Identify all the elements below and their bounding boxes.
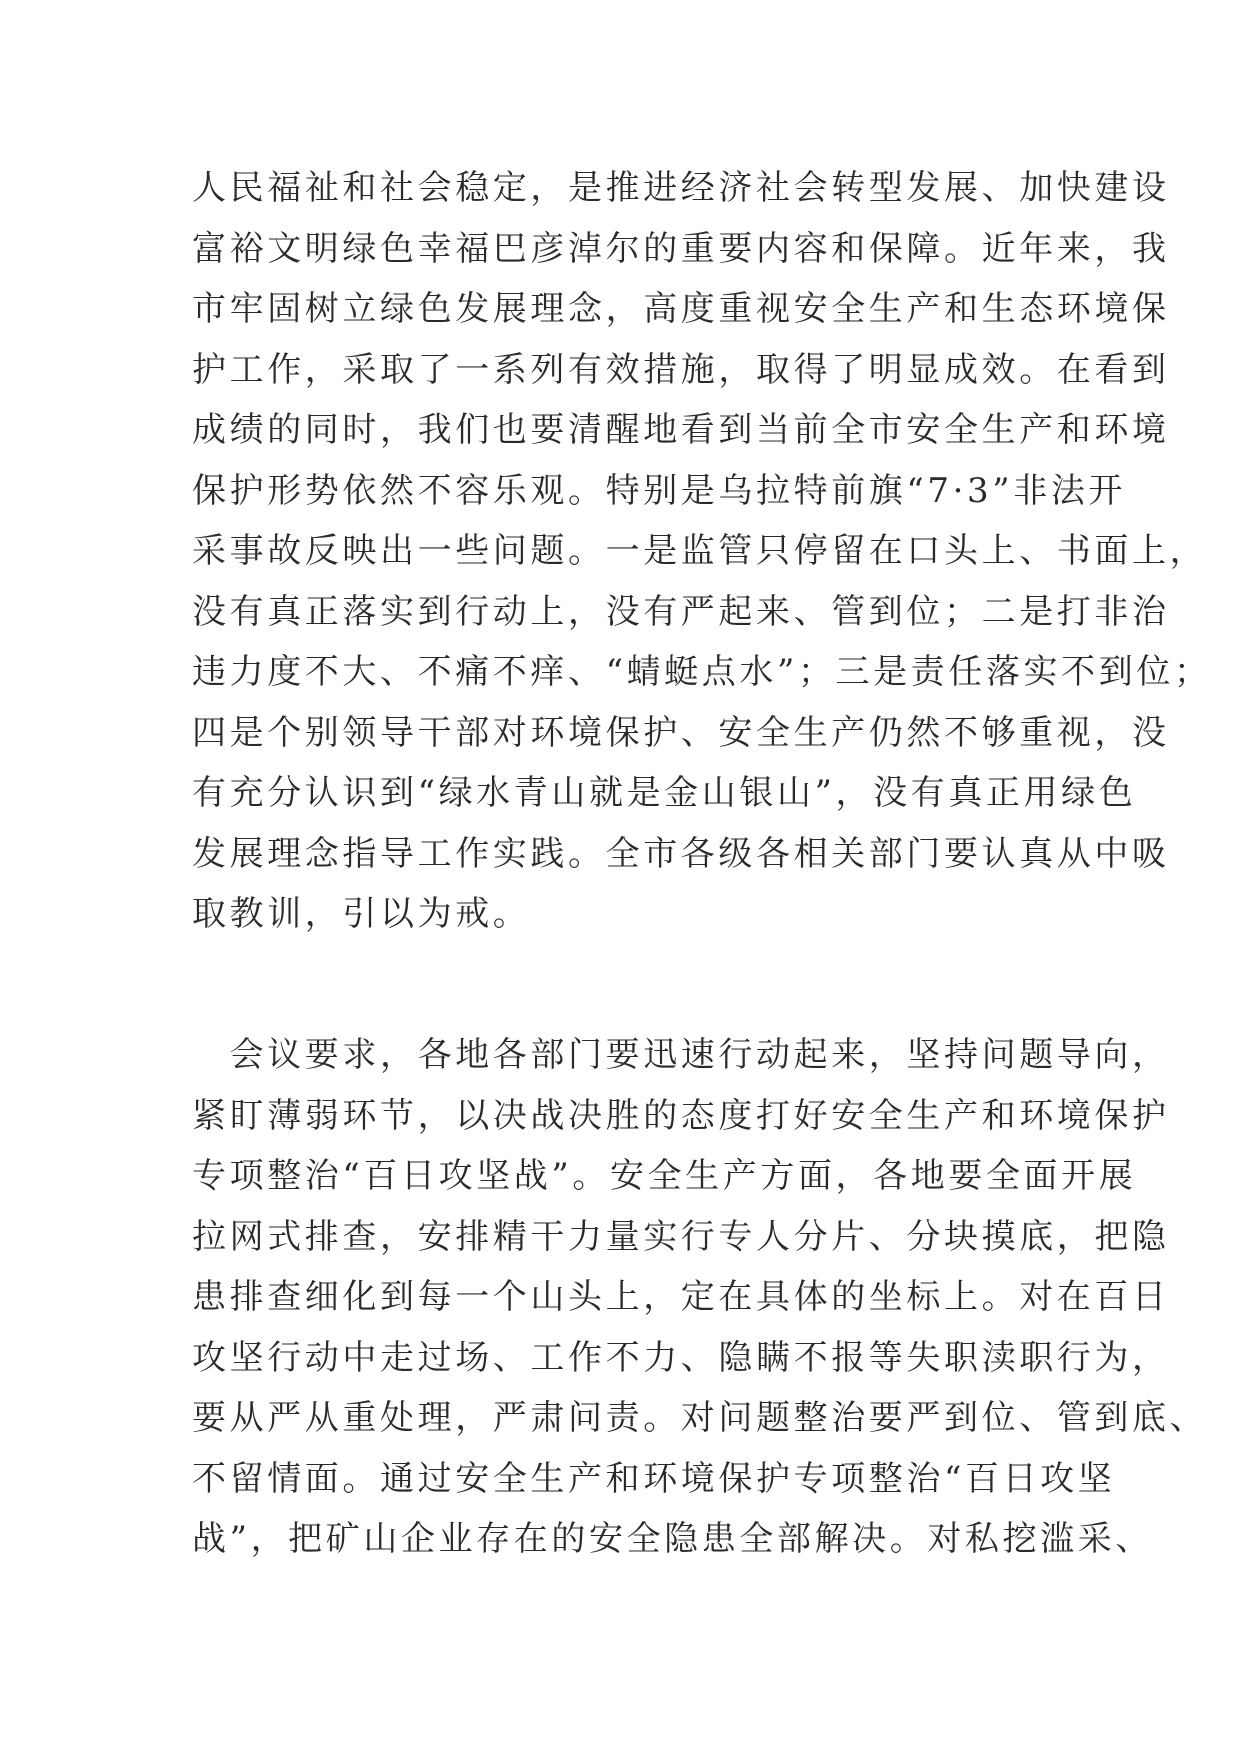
text-line: 不留情面。通过安全生产和环境保护专项整治“百日攻坚 bbox=[192, 1458, 1116, 1499]
text-line: 有充分认识到“绿水青山就是金山银山”，没有真正用绿色 bbox=[192, 773, 1137, 813]
text-line: 四是个别领导干部对环境保护、安全生产仍然不够重视，没 bbox=[192, 712, 1170, 753]
text-line: 攻坚行动中走过场、工作不力、隐瞒不报等失职渎职行为， bbox=[192, 1337, 1170, 1378]
text-line: 发展理念指导工作实践。全市各级各相关部门要认真从中吸 bbox=[192, 833, 1170, 874]
text-line: 会议要求，各地各部门要迅速行动起来，坚持问题导向， bbox=[192, 1035, 1170, 1075]
text-line: 富裕文明绿色幸福巴彦淖尔的重要内容和保障。近年来，我 bbox=[192, 228, 1170, 269]
text-line: 战”，把矿山企业存在的安全隐患全部解决。对私挖滥采、 bbox=[192, 1519, 1153, 1559]
text-line: 市牢固树立绿色发展理念，高度重视安全生产和生态环境保 bbox=[192, 289, 1170, 329]
text-line: 违力度不大、不痛不痒、“蜻蜓点水”；三是责任落实不到位； bbox=[192, 652, 1212, 692]
text-line: 采事故反映出一些问题。一是监管只停留在口头上、书面上， bbox=[192, 531, 1208, 571]
text-line: 取教训，引以为戒。 bbox=[192, 894, 531, 934]
text-line: 成绩的同时，我们也要清醒地看到当前全市安全生产和环境 bbox=[192, 410, 1170, 450]
paragraph-1 bbox=[192, 158, 1212, 945]
text-line: 没有真正落实到行动上，没有严起来、管到位；二是打非治 bbox=[192, 591, 1170, 632]
text-line: 人民福祉和社会稳定，是推进经济社会转型发展、加快建设 bbox=[192, 168, 1170, 208]
text-line: 拉网式排查，安排精干力量实行专人分片、分块摸底，把隐 bbox=[192, 1216, 1170, 1257]
text-line: 护工作，采取了一系列有效措施，取得了明显成效。在看到 bbox=[192, 349, 1170, 390]
text-line: 要从严从重处理，严肃问责。对问题整治要严到位、管到底、 bbox=[192, 1398, 1208, 1438]
text-line: 患排查细化到每一个山头上，定在具体的坐标上。对在百日 bbox=[192, 1277, 1170, 1317]
paragraph-2 bbox=[192, 1025, 1208, 1570]
text-line: 保护形势依然不容乐观。特别是乌拉特前旗“7·3”非法开 bbox=[192, 470, 1127, 511]
text-line: 专项整治“百日攻坚战”。安全生产方面，各地要全面开展 bbox=[192, 1156, 1137, 1196]
text-line: 紧盯薄弱环节，以决战决胜的态度打好安全生产和环境保护 bbox=[192, 1095, 1170, 1136]
